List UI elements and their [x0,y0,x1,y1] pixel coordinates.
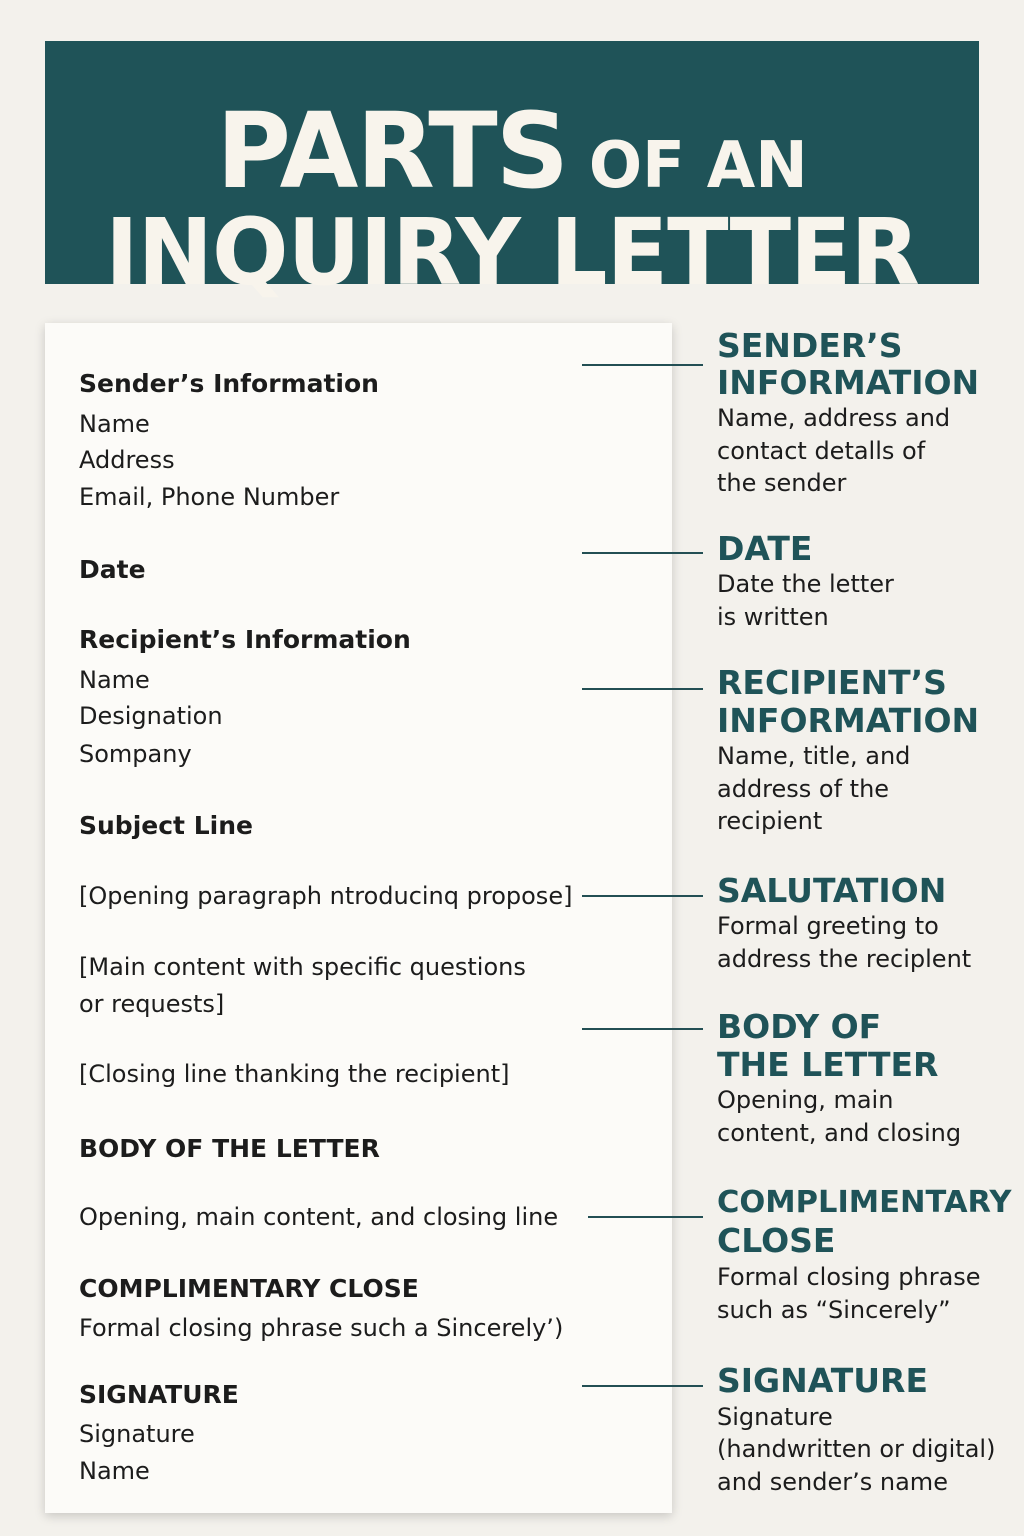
annotation-date-desc-2: is written [717,603,829,631]
connector-date [582,552,703,554]
annotation-salutation-desc-2: address the reciplent [717,945,972,973]
annotation-close-desc-2: such as “Sincerely” [717,1296,951,1324]
opening-paragraph: [Opening paragraph ntroducinq propose] [79,882,573,910]
close-heading: COMPLIMENTARY CLOSE [79,1274,419,1303]
signature-label: Signature [79,1420,195,1448]
main-content-line-1: [Main content with specific questions [79,953,526,981]
recipient-designation: Designation [79,702,223,730]
connector-signature [582,1385,703,1387]
connector-close [588,1216,703,1218]
title-line-1 [55,90,969,212]
title-word-parts: PARTS [216,90,568,212]
annotation-salutation-desc-1: Formal greeting to [717,912,939,940]
date-heading: Date [79,555,146,584]
annotation-signature-desc-2: (handwritten or digital) [717,1435,996,1463]
signature-heading: SIGNATURE [79,1380,239,1409]
recipient-name: Name [79,666,150,694]
annotation-sender-desc-1: Name, address and [717,404,951,432]
annotation-sender-desc-3: the sender [717,469,847,497]
sender-address: Address [79,446,175,474]
close-text: Formal closing phrase such a Sincerely’) [79,1314,564,1342]
annotation-date-desc-1: Date the letter [717,570,894,598]
connector-salutation [582,895,703,897]
sender-name: Name [79,410,150,438]
connector-recipient [582,688,703,690]
closing-line: [Closing line thanking the recipient] [79,1060,510,1088]
annotation-signature-desc-3: and sender’s name [717,1468,948,1496]
title-line-2: INQUIRY LETTER [105,199,919,306]
connector-body [582,1028,703,1030]
signature-name: Name [79,1457,150,1485]
connector-sender [582,364,703,366]
annotation-body-heading-2: THE LETTER [717,1045,939,1084]
recipient-heading: Recipient’s Information [79,625,411,654]
annotation-signature-heading: SIGNATURE [717,1361,928,1400]
annotation-recipient-heading-1: RECIPIENT’S [717,663,947,702]
annotation-recipient-desc-2: address of the [717,775,890,803]
annotation-signature-desc-1: Signature [717,1403,833,1431]
annotation-salutation-heading: SALUTATION [717,871,947,910]
subject-line: Subject Line [79,811,253,840]
title-of-an-text: OF AN [588,129,808,203]
annotation-close-heading-2: CLOSE [717,1221,836,1260]
annotation-sender-desc-2: contact detalls of [717,437,926,465]
annotation-close-desc-1: Formal closing phrase [717,1263,981,1291]
annotation-sender-heading-1: SENDER’S [717,326,903,365]
annotation-body-desc-2: content, and closing [717,1119,962,1147]
main-content-line-2: or requests] [79,990,225,1018]
annotation-body-heading-1: BODY OF [717,1007,882,1046]
annotation-recipient-desc-3: recipient [717,807,823,835]
annotation-sender-heading-2: INFORMATION [717,363,980,402]
title-word-of-an [567,129,808,203]
title-banner [45,41,979,306]
recipient-company: Sompany [79,740,192,768]
body-heading: BODY OF THE LETTER [79,1134,380,1163]
annotation-close-heading-1: COMPLIMENTARY [717,1185,1012,1220]
sender-heading: Sender’s Information [79,369,379,398]
annotation-recipient-heading-2: INFORMATION [717,701,980,740]
body-text: Opening, main content, and closing line [79,1203,559,1231]
annotation-recipient-desc-1: Name, title, and [717,742,911,770]
annotation-body-desc-1: Opening, main [717,1086,894,1114]
sender-contact: Email, Phone Number [79,483,340,511]
annotation-date-heading: DATE [717,529,813,568]
